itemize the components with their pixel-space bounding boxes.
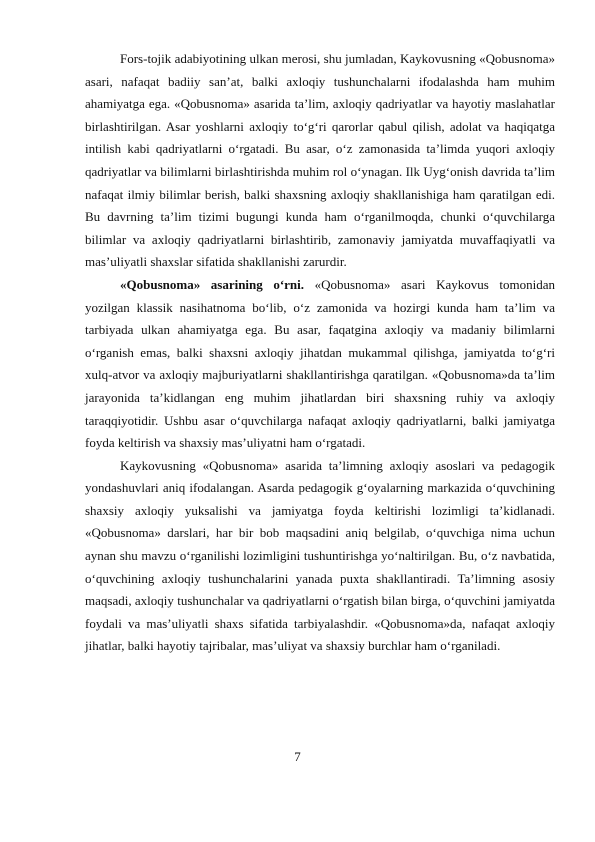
page-number: 7 bbox=[294, 749, 301, 764]
paragraph-2-text: «Qobusnoma» asari Kaykovus tomonidan yozilgan klassik nasihatnoma bo‘lib, o‘z zamonida va hozirgi kunda ham ta’lim va tarbiyada ulkan ahamiyatga ega. Bu asar, faqatgina axloqiy va madaniy bilimlarni o‘rganish emas, balki shaxsni axloqiy jihatdan mukammal qilishga, jamiyatda to‘g‘ri xulq-atvor va axloqiy majburiyatlarni shakllantirishga qaratilgan. «Qobusnoma»da ta’lim jarayonida ta’kidlangan eng muhim jihatlardan biri shaxsning ruhiy va axloqiy taraqqiyotidir. Ushbu asar o‘quvchilarga nafaqat axloqiy qadriyatlarni, balki jamiyatga foyda keltirish va shaxsiy mas’uliyatni ham o‘rgatadi. bbox=[85, 276, 555, 451]
paragraph-2-lead: «Qobusnoma» asarining o‘rni. bbox=[120, 276, 305, 292]
paragraph-3 bbox=[85, 455, 555, 658]
paragraph-3-text: Kaykovusning «Qobusnoma» asarida ta’limning axloqiy asoslari va pedagogik yondashuvlari aniq ifodalangan. Asarda pedagogik g‘oyalarning markazida o‘quvchining shaxsiy axloqiy yuksalishi va jamiyatga foyda keltirishi lozimligi ta’kidlanadi. «Qobusnoma» darslari, har bir bob maqsadini aniq belgilab, o‘quvchiga nima uchun aynan shu mavzu o‘rganilishi lozimligini tushuntirishga yo‘naltirilgan. Bu, o‘z navbatida, o‘quvchining axloqiy tushunchalarini yanada puxta shakllantiradi. Ta’limning asosiy maqsadi, axloqiy tushunchalar va qadriyatlarni o‘rgatish bilan birga, o‘quvchini jamiyatda foydali va mas’uliyatli shaxs sifatida tarbiyalashdir. «Qobusnoma»da, nafaqat axloqiy jihatlar, balki hayotiy tajribalar, mas’uliyat va shaxsiy burchlar ham o‘rganiladi. bbox=[85, 457, 555, 654]
document-body bbox=[85, 48, 555, 658]
paragraph-1 bbox=[85, 48, 555, 274]
paragraph-2 bbox=[85, 274, 555, 455]
paragraph-1-text: Fors-tojik adabiyotining ulkan merosi, shu jumladan, Kaykovusning «Qobusnoma» asari, nafaqat badiiy san’at, balki axloqiy tushunchalarni ifodalashda ham muhim ahamiyatga ega. «Qobusnoma» asarida ta’lim, axloqiy qadriyatlar va hayotiy maslahatlar birlashtirilgan. Asar yoshlarni axloqiy to‘g‘ri qarorlar qabul qilish, adolat va haqiqatga intilish kabi qadriyatlarni o‘rgatadi. Bu asar, o‘z zamonasida ta’limda yuqori axloqiy qadriyatlar va bilimlarni birlashtirishda muhim rol o‘ynagan. Ilk Uyg‘onish davrida ta’lim nafaqat ilmiy bilimlar berish, balki shaxsning axloqiy shakllanishiga ham qaratilgan edi. Bu davrning ta’lim tizimi bugungi kunda ham o‘rganilmoqda, chunki o‘quvchilarga bilimlar va axloqiy qadriyatlarni birlashtirib, zamonaviy jamiyatda muvaffaqiyatli va mas’uliyatli shaxslar sifatida shakllanishi zarurdir. bbox=[85, 51, 555, 270]
